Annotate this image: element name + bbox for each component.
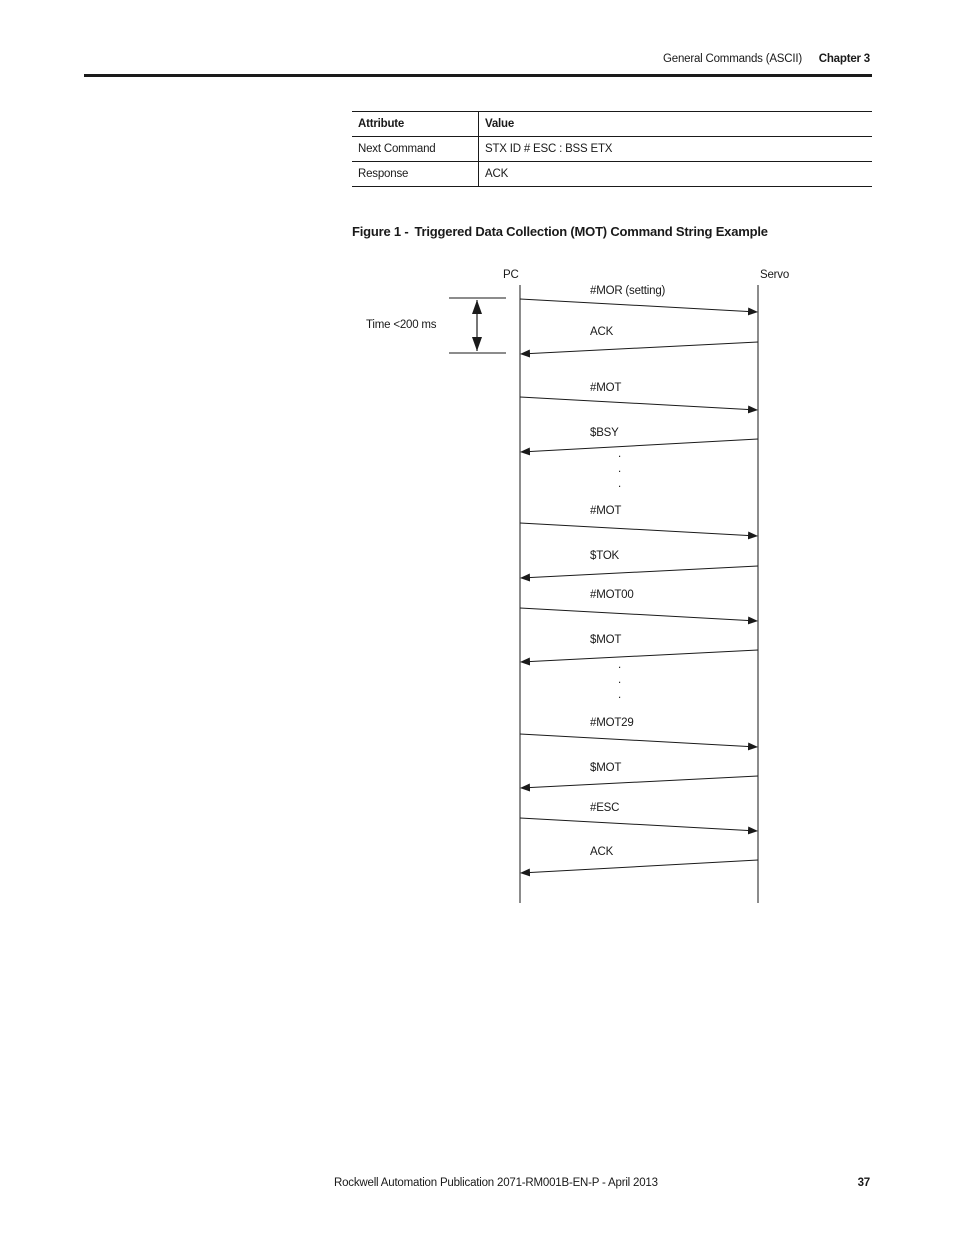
message-arrow bbox=[520, 523, 757, 536]
time-arrow-up-icon bbox=[472, 300, 482, 314]
message-group bbox=[520, 285, 758, 873]
column-header-value: Value bbox=[485, 118, 515, 130]
participant-servo-label: Servo bbox=[760, 269, 790, 281]
ellipsis-dot: . bbox=[618, 463, 621, 475]
ellipsis-dot: . bbox=[618, 689, 621, 701]
column-header-attribute: Attribute bbox=[352, 112, 479, 137]
message-arrow bbox=[520, 734, 757, 747]
ellipsis-dot: . bbox=[618, 674, 621, 686]
message-label: ACK bbox=[590, 846, 614, 858]
message-label: #MOR (setting) bbox=[590, 285, 666, 297]
time-label: Time <200 ms bbox=[366, 319, 437, 331]
table-cell-value: ACK bbox=[485, 168, 509, 180]
message-label: #MOT00 bbox=[590, 589, 634, 601]
ellipsis-dot: . bbox=[618, 448, 621, 460]
ellipsis-group bbox=[618, 448, 621, 701]
message-label: #MOT29 bbox=[590, 717, 634, 729]
message-arrow bbox=[520, 818, 757, 831]
message-label: $MOT bbox=[590, 634, 622, 646]
message-label: #MOT bbox=[590, 505, 622, 517]
message-label: #ESC bbox=[590, 802, 620, 814]
footer-publication: Rockwell Automation Publication 2071-RM001B-EN-P - April 2013 bbox=[334, 1177, 658, 1189]
message-arrow bbox=[521, 342, 758, 354]
figure-number: Figure 1 - bbox=[352, 224, 409, 239]
message-arrow bbox=[521, 860, 758, 873]
page-number: 37 bbox=[857, 1177, 870, 1189]
running-header-chapter: Chapter 3 bbox=[818, 53, 870, 65]
ellipsis-dot: . bbox=[618, 478, 621, 490]
message-arrow bbox=[521, 439, 758, 452]
message-arrow bbox=[520, 608, 757, 621]
running-header-section: General Commands (ASCII) bbox=[663, 53, 802, 65]
table-cell-value: STX ID # ESC : BSS ETX bbox=[485, 143, 613, 155]
message-arrow bbox=[520, 397, 757, 410]
table-cell-attribute: Next Command bbox=[352, 137, 479, 162]
table-cell-attribute: Response bbox=[352, 162, 479, 187]
message-arrow bbox=[521, 566, 758, 578]
message-label: $MOT bbox=[590, 762, 622, 774]
time-interval-indicator bbox=[366, 298, 506, 353]
time-arrow-down-icon bbox=[472, 337, 482, 351]
message-arrow bbox=[521, 776, 758, 788]
message-arrow bbox=[521, 650, 758, 662]
message-label: #MOT bbox=[590, 382, 622, 394]
ellipsis-dot: . bbox=[618, 659, 621, 671]
message-label: $TOK bbox=[590, 550, 620, 562]
message-label: $BSY bbox=[590, 427, 619, 439]
message-label: ACK bbox=[590, 326, 614, 338]
participant-pc-label: PC bbox=[503, 269, 519, 281]
figure-title: Triggered Data Collection (MOT) Command String Example bbox=[414, 224, 768, 239]
message-arrow bbox=[520, 299, 757, 312]
